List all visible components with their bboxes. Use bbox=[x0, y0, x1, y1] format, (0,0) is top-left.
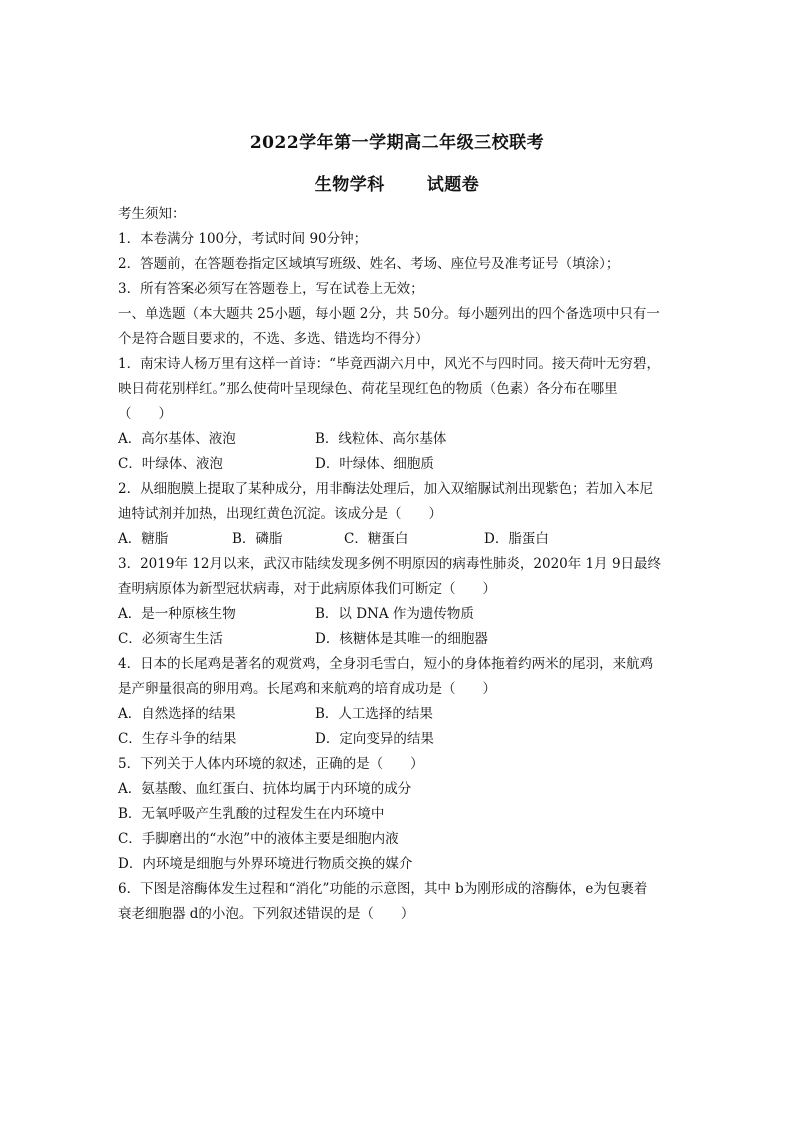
question-1-line-1: 1．南宋诗人杨万里有这样一首诗：“毕竟西湖六月中，风光不与四时同。接天荷叶无穷碧， bbox=[118, 356, 660, 372]
question-1-option-a: A．高尔基体、液泡 bbox=[118, 431, 236, 447]
section-heading-line-2: 个是符合题目要求的，不选、多选、错选均不得分） bbox=[118, 331, 429, 347]
exam-subtitle bbox=[0, 170, 794, 195]
question-3-line-1: 3．2019年 12月以来，武汉市陆续发现多例不明原因的病毒性肺炎，2020年 1月 9日最终 bbox=[118, 556, 662, 572]
notice-item-2: 2．答题前，在答题卷指定区域填写班级、姓名、考场、座位号及准考证号（填涂）； bbox=[118, 256, 620, 272]
question-1-option-c: C．叶绿体、液泡 bbox=[118, 456, 223, 472]
question-1-option-d: D．叶绿体、细胞质 bbox=[315, 456, 434, 472]
question-3-line-2: 查明病原体为新型冠状病毒，对于此病原体我们可断定（ ） bbox=[118, 581, 496, 597]
question-1-line-2: 映日荷花别样红。”那么使荷叶呈现绿色、荷花呈现红色的物质（色素）各分布在哪里 bbox=[118, 381, 618, 397]
question-1-option-b: B．线粒体、高尔基体 bbox=[315, 431, 447, 447]
question-4-option-d: D．定向变异的结果 bbox=[315, 731, 434, 747]
question-3-option-c: C．必须寄生生活 bbox=[118, 631, 223, 647]
notice-item-3: 3．所有答案必须写在答题卷上，写在试卷上无效； bbox=[118, 281, 424, 297]
question-2-option-a: A．糖脂 bbox=[118, 531, 169, 547]
question-4-option-b: B．人工选择的结果 bbox=[315, 706, 433, 722]
question-5-option-c: C．手脚磨出的“水泡”中的液体主要是细胞内液 bbox=[118, 831, 399, 847]
question-2-option-d: D．脂蛋白 bbox=[484, 531, 549, 547]
question-2-option-b: B．磷脂 bbox=[232, 531, 283, 547]
question-6-line-2: 衰老细胞器 d的小泡。下列叙述错误的是（ ） bbox=[118, 906, 415, 922]
question-4-line-2: 是产卵量很高的卵用鸡。长尾鸡和来航鸡的培育成功是（ ） bbox=[118, 681, 496, 697]
subject-label: 生物学科 bbox=[314, 175, 385, 195]
question-4-option-a: A．自然选择的结果 bbox=[118, 706, 236, 722]
question-2-line-2: 迪特试剂并加热，出现红黄色沉淀。该成分是（ ） bbox=[118, 506, 442, 522]
notice-heading: 考生须知： bbox=[118, 206, 186, 222]
question-6-line-1: 6．下图是溶酶体发生过程和“消化”功能的示意图，其中 b为刚形成的溶酶体，e为包裹着 bbox=[118, 881, 648, 897]
question-3-option-b: B．以 DNA 作为遗传物质 bbox=[315, 606, 474, 622]
notice-item-1: 1．本卷满分 100分，考试时间 90分钟； bbox=[118, 231, 368, 247]
question-4-line-1: 4．日本的长尾鸡是著名的观赏鸡，全身羽毛雪白，短小的身体拖着约两米的尾羽，来航鸡 bbox=[118, 656, 654, 672]
question-4-option-c: C．生存斗争的结果 bbox=[118, 731, 237, 747]
question-5-option-d: D．内环境是细胞与外界环境进行物质交换的媒介 bbox=[118, 856, 413, 872]
question-5-line-1: 5．下列关于人体内环境的叙述，正确的是（ ） bbox=[118, 756, 424, 772]
exam-title: 2022学年第一学期高二年级三校联考 bbox=[249, 133, 545, 153]
question-3-option-d: D．核糖体是其唯一的细胞器 bbox=[315, 631, 488, 647]
paper-type-label: 试题卷 bbox=[426, 175, 480, 195]
question-3-option-a: A．是一种原核生物 bbox=[118, 606, 236, 622]
question-2-option-c: C．糖蛋白 bbox=[344, 531, 409, 547]
question-5-option-b: B．无氧呼吸产生乳酸的过程发生在内环境中 bbox=[118, 806, 385, 822]
section-heading-line-1: 一、单选题（本大题共 25小题，每小题 2分，共 50分。每小题列出的四个备选项中只有一 bbox=[118, 306, 660, 322]
question-2-line-1: 2．从细胞膜上提取了某种成分，用非酶法处理后，加入双缩脲试剂出现紫色；若加入本尼 bbox=[118, 481, 654, 497]
question-5-option-a: A．氨基酸、血红蛋白、抗体均属于内环境的成分 bbox=[118, 781, 412, 797]
question-1-line-3: （ ） bbox=[118, 406, 172, 422]
